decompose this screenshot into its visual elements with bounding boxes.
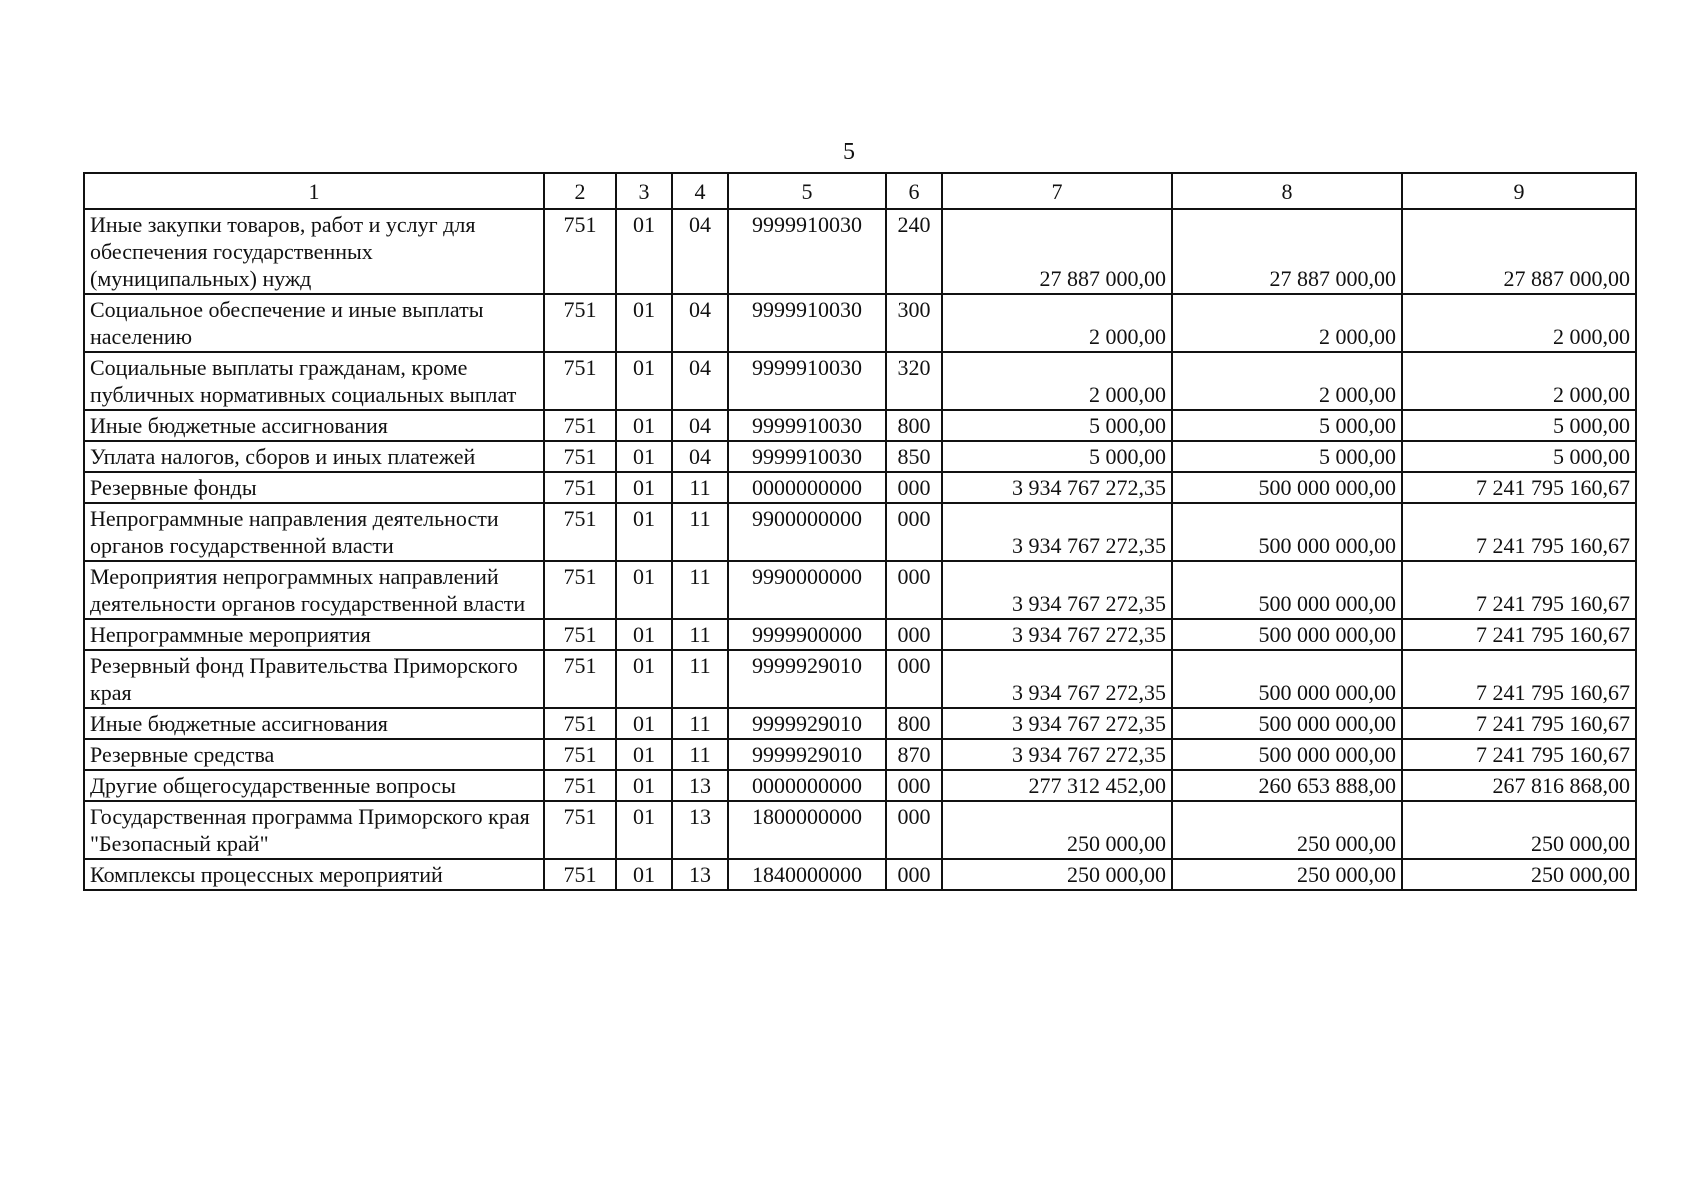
row-name: Непрограммные направления деятельности органов государственной власти xyxy=(84,503,544,561)
row-name: Иные бюджетные ассигнования xyxy=(84,410,544,441)
table-row xyxy=(84,739,1636,770)
subsection-code: 11 xyxy=(672,472,728,503)
amount-col-9: 250 000,00 xyxy=(1402,859,1636,890)
amount-col-9: 7 241 795 160,67 xyxy=(1402,503,1636,561)
section-code: 01 xyxy=(616,294,672,352)
subsection-code: 11 xyxy=(672,619,728,650)
chapter-code: 751 xyxy=(544,619,616,650)
header-cell: 5 xyxy=(728,173,886,209)
chapter-code: 751 xyxy=(544,209,616,294)
expense-type-code: 320 xyxy=(886,352,942,410)
header-cell: 2 xyxy=(544,173,616,209)
subsection-code: 04 xyxy=(672,352,728,410)
subsection-code: 11 xyxy=(672,503,728,561)
amount-col-9: 2 000,00 xyxy=(1402,352,1636,410)
amount-col-7: 3 934 767 272,35 xyxy=(942,708,1172,739)
amount-col-8: 2 000,00 xyxy=(1172,352,1402,410)
table-row xyxy=(84,801,1636,859)
chapter-code: 751 xyxy=(544,650,616,708)
amount-col-8: 2 000,00 xyxy=(1172,294,1402,352)
header-cell: 9 xyxy=(1402,173,1636,209)
amount-col-7: 3 934 767 272,35 xyxy=(942,472,1172,503)
target-article-code: 9999910030 xyxy=(728,209,886,294)
target-article-code: 9999900000 xyxy=(728,619,886,650)
table-row xyxy=(84,619,1636,650)
amount-col-9: 27 887 000,00 xyxy=(1402,209,1636,294)
section-code: 01 xyxy=(616,441,672,472)
chapter-code: 751 xyxy=(544,770,616,801)
expense-type-code: 000 xyxy=(886,859,942,890)
row-name: Резервный фонд Правительства Приморского края xyxy=(84,650,544,708)
section-code: 01 xyxy=(616,410,672,441)
expense-type-code: 000 xyxy=(886,619,942,650)
amount-col-8: 500 000 000,00 xyxy=(1172,708,1402,739)
row-name: Резервные фонды xyxy=(84,472,544,503)
chapter-code: 751 xyxy=(544,801,616,859)
table-row xyxy=(84,650,1636,708)
chapter-code: 751 xyxy=(544,352,616,410)
section-code: 01 xyxy=(616,503,672,561)
target-article-code: 9999910030 xyxy=(728,441,886,472)
target-article-code: 0000000000 xyxy=(728,770,886,801)
table-row xyxy=(84,472,1636,503)
budget-table xyxy=(83,172,1637,891)
chapter-code: 751 xyxy=(544,561,616,619)
header-cell: 3 xyxy=(616,173,672,209)
target-article-code: 9900000000 xyxy=(728,503,886,561)
amount-col-9: 7 241 795 160,67 xyxy=(1402,561,1636,619)
amount-col-8: 5 000,00 xyxy=(1172,410,1402,441)
amount-col-9: 7 241 795 160,67 xyxy=(1402,472,1636,503)
target-article-code: 9999910030 xyxy=(728,294,886,352)
amount-col-8: 500 000 000,00 xyxy=(1172,619,1402,650)
amount-col-8: 500 000 000,00 xyxy=(1172,650,1402,708)
chapter-code: 751 xyxy=(544,859,616,890)
subsection-code: 11 xyxy=(672,739,728,770)
target-article-code: 0000000000 xyxy=(728,472,886,503)
amount-col-7: 250 000,00 xyxy=(942,801,1172,859)
amount-col-7: 277 312 452,00 xyxy=(942,770,1172,801)
amount-col-7: 3 934 767 272,35 xyxy=(942,739,1172,770)
table-row xyxy=(84,352,1636,410)
row-name: Государственная программа Приморского края "Безопасный край" xyxy=(84,801,544,859)
subsection-code: 13 xyxy=(672,859,728,890)
target-article-code: 1800000000 xyxy=(728,801,886,859)
row-name: Социальное обеспечение и иные выплаты населению xyxy=(84,294,544,352)
amount-col-7: 3 934 767 272,35 xyxy=(942,619,1172,650)
table-row xyxy=(84,441,1636,472)
target-article-code: 9990000000 xyxy=(728,561,886,619)
amount-col-8: 260 653 888,00 xyxy=(1172,770,1402,801)
amount-col-7: 250 000,00 xyxy=(942,859,1172,890)
subsection-code: 11 xyxy=(672,650,728,708)
row-name: Комплексы процессных мероприятий xyxy=(84,859,544,890)
expense-type-code: 000 xyxy=(886,503,942,561)
subsection-code: 11 xyxy=(672,708,728,739)
chapter-code: 751 xyxy=(544,503,616,561)
amount-col-9: 5 000,00 xyxy=(1402,410,1636,441)
section-code: 01 xyxy=(616,801,672,859)
section-code: 01 xyxy=(616,650,672,708)
expense-type-code: 000 xyxy=(886,561,942,619)
section-code: 01 xyxy=(616,770,672,801)
amount-col-7: 2 000,00 xyxy=(942,294,1172,352)
amount-col-8: 500 000 000,00 xyxy=(1172,503,1402,561)
table-row xyxy=(84,503,1636,561)
amount-col-8: 27 887 000,00 xyxy=(1172,209,1402,294)
expense-type-code: 850 xyxy=(886,441,942,472)
header-cell: 4 xyxy=(672,173,728,209)
amount-col-9: 7 241 795 160,67 xyxy=(1402,739,1636,770)
table-row xyxy=(84,294,1636,352)
amount-col-8: 5 000,00 xyxy=(1172,441,1402,472)
table-row xyxy=(84,209,1636,294)
amount-col-9: 7 241 795 160,67 xyxy=(1402,650,1636,708)
amount-col-8: 250 000,00 xyxy=(1172,859,1402,890)
header-cell: 6 xyxy=(886,173,942,209)
section-code: 01 xyxy=(616,561,672,619)
row-name: Резервные средства xyxy=(84,739,544,770)
row-name: Иные закупки товаров, работ и услуг для обеспечения государственных (муниципальных) нужд xyxy=(84,209,544,294)
amount-col-8: 500 000 000,00 xyxy=(1172,561,1402,619)
subsection-code: 11 xyxy=(672,561,728,619)
header-cell: 8 xyxy=(1172,173,1402,209)
expense-type-code: 870 xyxy=(886,739,942,770)
target-article-code: 9999929010 xyxy=(728,739,886,770)
amount-col-9: 5 000,00 xyxy=(1402,441,1636,472)
expense-type-code: 000 xyxy=(886,472,942,503)
expense-type-code: 000 xyxy=(886,770,942,801)
section-code: 01 xyxy=(616,619,672,650)
amount-col-8: 500 000 000,00 xyxy=(1172,739,1402,770)
amount-col-7: 2 000,00 xyxy=(942,352,1172,410)
subsection-code: 04 xyxy=(672,410,728,441)
amount-col-9: 250 000,00 xyxy=(1402,801,1636,859)
row-name: Непрограммные мероприятия xyxy=(84,619,544,650)
target-article-code: 9999910030 xyxy=(728,352,886,410)
target-article-code: 1840000000 xyxy=(728,859,886,890)
header-row xyxy=(84,173,1636,209)
section-code: 01 xyxy=(616,352,672,410)
row-name: Уплата налогов, сборов и иных платежей xyxy=(84,441,544,472)
chapter-code: 751 xyxy=(544,708,616,739)
section-code: 01 xyxy=(616,708,672,739)
section-code: 01 xyxy=(616,209,672,294)
amount-col-7: 3 934 767 272,35 xyxy=(942,503,1172,561)
expense-type-code: 800 xyxy=(886,410,942,441)
row-name: Мероприятия непрограммных направлений деятельности органов государственной власти xyxy=(84,561,544,619)
amount-col-7: 3 934 767 272,35 xyxy=(942,650,1172,708)
row-name: Другие общегосударственные вопросы xyxy=(84,770,544,801)
subsection-code: 04 xyxy=(672,294,728,352)
amount-col-7: 27 887 000,00 xyxy=(942,209,1172,294)
subsection-code: 04 xyxy=(672,209,728,294)
page-number: 5 xyxy=(843,139,855,165)
amount-col-9: 267 816 868,00 xyxy=(1402,770,1636,801)
target-article-code: 9999929010 xyxy=(728,650,886,708)
expense-type-code: 800 xyxy=(886,708,942,739)
expense-type-code: 000 xyxy=(886,650,942,708)
amount-col-7: 5 000,00 xyxy=(942,441,1172,472)
table-row xyxy=(84,708,1636,739)
chapter-code: 751 xyxy=(544,294,616,352)
header-cell: 1 xyxy=(84,173,544,209)
amount-col-8: 250 000,00 xyxy=(1172,801,1402,859)
amount-col-7: 3 934 767 272,35 xyxy=(942,561,1172,619)
table-row xyxy=(84,561,1636,619)
subsection-code: 04 xyxy=(672,441,728,472)
chapter-code: 751 xyxy=(544,739,616,770)
amount-col-9: 2 000,00 xyxy=(1402,294,1636,352)
section-code: 01 xyxy=(616,739,672,770)
section-code: 01 xyxy=(616,472,672,503)
row-name: Иные бюджетные ассигнования xyxy=(84,708,544,739)
subsection-code: 13 xyxy=(672,770,728,801)
header-cell: 7 xyxy=(942,173,1172,209)
chapter-code: 751 xyxy=(544,472,616,503)
target-article-code: 9999910030 xyxy=(728,410,886,441)
chapter-code: 751 xyxy=(544,410,616,441)
expense-type-code: 300 xyxy=(886,294,942,352)
subsection-code: 13 xyxy=(672,801,728,859)
table-row xyxy=(84,859,1636,890)
amount-col-9: 7 241 795 160,67 xyxy=(1402,708,1636,739)
expense-type-code: 240 xyxy=(886,209,942,294)
table-row xyxy=(84,410,1636,441)
section-code: 01 xyxy=(616,859,672,890)
chapter-code: 751 xyxy=(544,441,616,472)
amount-col-9: 7 241 795 160,67 xyxy=(1402,619,1636,650)
amount-col-8: 500 000 000,00 xyxy=(1172,472,1402,503)
target-article-code: 9999929010 xyxy=(728,708,886,739)
amount-col-7: 5 000,00 xyxy=(942,410,1172,441)
expense-type-code: 000 xyxy=(886,801,942,859)
table-row xyxy=(84,770,1636,801)
row-name: Социальные выплаты гражданам, кроме публичных нормативных социальных выплат xyxy=(84,352,544,410)
